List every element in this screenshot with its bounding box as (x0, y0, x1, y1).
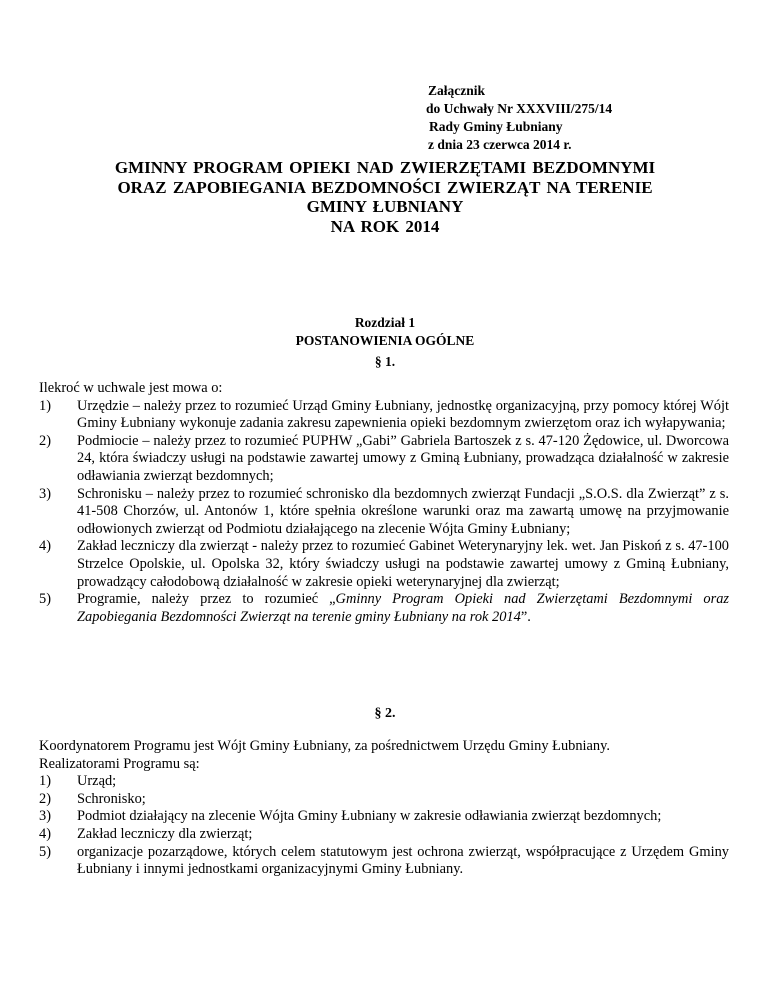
item-number: 4) (39, 538, 51, 555)
title-line-3: GMINY ŁUBNIANY (306, 197, 464, 216)
title-line-4: NA ROK 2014 (330, 216, 440, 236)
list-item (39, 844, 729, 879)
item-number: 3) (39, 808, 51, 825)
section-2-intro-2: Realizatorami Programu są: (39, 755, 200, 772)
item-number: 2) (39, 790, 51, 807)
list-item (39, 773, 729, 791)
list-item (39, 538, 729, 591)
annex-label: Załącznik (428, 83, 486, 98)
chapter-label: Rozdział 1 (354, 315, 416, 330)
item-text: Podmiocie – należy przez to rozumieć PUPHW „Gabi” Gabriela Bartoszek z s. 47-120 Żędowice, ul. Dworcowa 24, która świadczy usługi na podstawie zawartej umowy z Gminą Łubniany, prowadząca działalność w zakresie odławiania zwierząt bezdomnych; (77, 432, 729, 484)
annex-date: z dnia 23 czerwca 2014 r. (428, 137, 572, 152)
item-text: Urząd; (77, 773, 117, 790)
section-2-body (39, 738, 729, 879)
item-text: Podmiot działający na zlecenie Wójta Gminy Łubniany w zakresie odławiania zwierząt bezdomnych; (77, 808, 662, 825)
item-text: Zakład leczniczy dla zwierząt; (77, 825, 253, 842)
list-item (39, 808, 729, 826)
item-text: organizacje pozarządowe, których celem statutowym jest ochrona zwierząt, współpracujące z Urzędem Gminy Łubniany i innymi jednostkami organizacyjnymi Gminy Łubniany. (77, 843, 729, 878)
section-1-heading: § 1. (374, 354, 396, 369)
item-number: 4) (39, 825, 51, 842)
section-2-heading: § 2. (374, 706, 396, 721)
item-text: Schronisko; (77, 790, 146, 807)
item-number: 2) (39, 432, 51, 449)
item-number: 5) (39, 591, 51, 608)
item-number: 1) (39, 773, 51, 790)
section-1-body (39, 380, 729, 626)
title-line-1: GMINNY PROGRAM OPIEKI NAD ZWIERZĘTAMI BEZDOMNYMI (114, 158, 656, 177)
list-item (39, 486, 729, 539)
list-item (39, 826, 729, 844)
annex-council: Rady Gminy Łubniany (429, 119, 563, 134)
definitions-list (39, 398, 729, 627)
annex-header (426, 82, 612, 154)
item-number: 3) (39, 485, 51, 502)
item-text-pre: Programie, należy przez to rozumieć „ (77, 591, 336, 608)
list-item (39, 791, 729, 809)
item-text: Urzędzie – należy przez to rozumieć Urząd Gminy Łubniany, jednostkę organizacyjną, przy pomocy której Wójt Gminy Łubniany wykonuje zadania zakresu zapewnienia opieki bezdomnym zwierzętom oraz ich wyłapywania; (77, 397, 729, 432)
list-item (39, 433, 729, 486)
program-name-italic: Gminny Program Opieki nad Zwierzętami Bezdomnymi oraz Zapobiegania Bezdomności Zwierząt na terenie gminy Łubniany na rok 2014 (77, 591, 729, 625)
title-line-2: ORAZ ZAPOBIEGANIA BEZDOMNOŚCI ZWIERZĄT NA TERENIE (117, 177, 653, 197)
document-title (40, 158, 730, 236)
section-2-intro-1: Koordynatorem Programu jest Wójt Gminy Łubniany, za pośrednictwem Urzędu Gminy Łubniany. (39, 738, 610, 754)
list-item (39, 398, 729, 433)
chapter-name: POSTANOWIENIA OGÓLNE (295, 333, 475, 348)
item-text-post: ”. (520, 608, 531, 625)
chapter-heading (40, 314, 730, 350)
implementers-list (39, 773, 729, 879)
item-number: 5) (39, 843, 51, 860)
section-1-intro: Ilekroć w uchwale jest mowa o: (39, 380, 223, 396)
item-text: Schronisku – należy przez to rozumieć schronisko dla bezdomnych zwierząt Fundacji „S.O.S. dla Zwierząt” z s. 41-508 Chorzów, ul. Antonów 1, które spełnia określone warunki oraz ma zawartą umowę na przyjmowanie odłowionych zwierząt od Podmiotu działającego na zlecenie Wójta Gminy Łubniany; (77, 485, 729, 537)
annex-resolution: do Uchwały Nr XXXVIII/275/14 (426, 101, 613, 116)
item-number: 1) (39, 397, 51, 414)
list-item (39, 591, 729, 626)
item-text: Zakład leczniczy dla zwierząt - należy przez to rozumieć Gabinet Weterynaryjny lek. wet. Jan Piskoń z s. 47-100 Strzelce Opolskie, ul. Opolska 32, który świadczy usługi na podstawie zawartej umowy z Gminą Łubniany, prowadzący całodobową działalność w zakresie opieki weterynaryjnej dla zwierząt; (77, 538, 729, 590)
